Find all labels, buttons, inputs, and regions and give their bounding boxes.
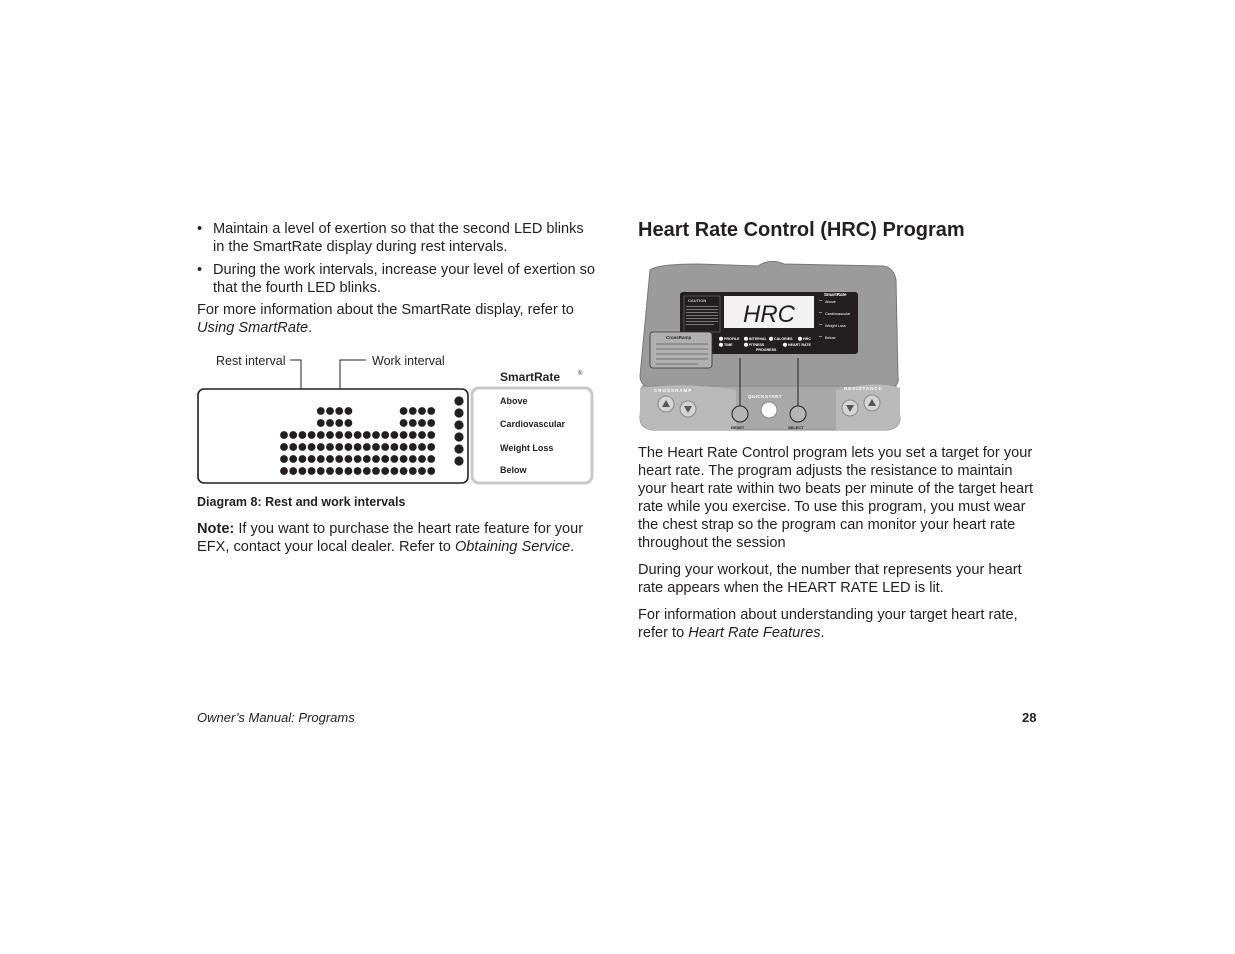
- led-dot: [381, 467, 389, 475]
- led-dot: [409, 443, 417, 451]
- zone-cardiovascular: Cardiovascular: [500, 419, 566, 429]
- quickstart-label: QUICKSTART: [748, 394, 783, 399]
- led-dot: [326, 467, 334, 475]
- section-heading: Heart Rate Control (HRC) Program: [638, 219, 965, 241]
- led-dot: [280, 455, 288, 463]
- zone-tick: [819, 324, 822, 325]
- led-dot: [289, 455, 297, 463]
- led-dot: [363, 455, 371, 463]
- smartrate-legend-box: [472, 388, 592, 483]
- program-label: HRC: [803, 337, 811, 341]
- console-zone-label: Below: [825, 336, 836, 340]
- led-dot: [317, 467, 325, 475]
- led-dot: [400, 467, 408, 475]
- led-dot: [372, 431, 380, 439]
- led-dot: [427, 467, 435, 475]
- led-dot: [381, 431, 389, 439]
- bullet-dot: •: [197, 262, 203, 278]
- rest-interval-label: Rest interval: [216, 354, 286, 368]
- zone-tick: [819, 336, 822, 337]
- crossramp-label: CROSSRAMP: [654, 388, 693, 393]
- led-dot: [335, 407, 343, 415]
- led-dot: [391, 443, 399, 451]
- led-dot: [299, 431, 307, 439]
- led-dot: [409, 407, 417, 415]
- led-dot: [345, 467, 353, 475]
- console-zone-label: Weight Loss: [825, 324, 846, 328]
- footer-title: Owner’s Manual: Programs: [197, 710, 355, 725]
- led-dot: [326, 455, 334, 463]
- program-indicator-led: [798, 337, 802, 341]
- note-suffix: .: [570, 539, 575, 555]
- led-dot: [418, 407, 426, 415]
- lcd-readout: HRC: [743, 301, 795, 328]
- console-illustration: [638, 258, 902, 438]
- program-label: PROGRESS: [756, 348, 777, 352]
- note-text: If you want to purchase the heart rate feature for your EFX, contact your local dealer. Refer to: [197, 521, 584, 555]
- led-dot: [418, 419, 426, 427]
- smartrate-led: [454, 432, 463, 441]
- led-dot: [400, 455, 408, 463]
- led-dot: [400, 443, 408, 451]
- led-dot: [363, 431, 371, 439]
- led-dot: [345, 443, 353, 451]
- led-dot: [289, 431, 297, 439]
- led-dot: [372, 443, 380, 451]
- led-dot: [308, 431, 316, 439]
- zone-above: Above: [500, 396, 528, 406]
- led-dot: [326, 407, 334, 415]
- bullet-text: During the work intervals, increase your level of exertion so that the fourth LED blinks.: [213, 262, 596, 296]
- program-label: CALORIES: [774, 337, 793, 341]
- led-dot: [289, 467, 297, 475]
- led-dot: [418, 467, 426, 475]
- bullet-text: Maintain a level of exertion so that the second LED blinks in the SmartRate display during rest intervals.: [213, 221, 584, 255]
- led-dot: [280, 467, 288, 475]
- led-dot: [400, 419, 408, 427]
- led-dot: [409, 455, 417, 463]
- led-dot: [326, 419, 334, 427]
- led-dot: [391, 467, 399, 475]
- led-dot: [280, 443, 288, 451]
- info-suffix: .: [820, 625, 825, 641]
- reset-label: RESET: [731, 425, 745, 430]
- console-zone-label: Above: [825, 300, 836, 304]
- led-dot: [427, 419, 435, 427]
- reset-button: [732, 406, 748, 422]
- led-dot: [418, 455, 426, 463]
- smartrate-title: SmartRate: [500, 370, 561, 384]
- crossramp-box-title: CrossRamp: [666, 335, 692, 340]
- led-dot: [335, 431, 343, 439]
- console-zone-label: Cardiovascular: [825, 312, 851, 316]
- led-dot: [308, 443, 316, 451]
- led-dot: [326, 431, 334, 439]
- zone-below: Below: [500, 465, 527, 475]
- led-dot: [317, 431, 325, 439]
- led-dot: [308, 455, 316, 463]
- select-button: [790, 406, 806, 422]
- diagram-caption: Diagram 8: Rest and work intervals: [197, 495, 406, 509]
- quickstart-button: [761, 402, 777, 418]
- more-info-reference: Using SmartRate: [197, 320, 309, 336]
- led-dot: [354, 455, 362, 463]
- led-dot: [372, 467, 380, 475]
- info-text: For information about understanding your target heart rate, refer to: [638, 607, 1018, 641]
- bullet-dot: •: [197, 221, 203, 237]
- program-label: TIME: [724, 343, 733, 347]
- rest-work-interval-diagram: [196, 350, 598, 490]
- led-dot: [280, 431, 288, 439]
- work-interval-label: Work interval: [372, 354, 445, 368]
- led-dot: [326, 443, 334, 451]
- zone-tick: [819, 312, 822, 313]
- led-dot: [354, 467, 362, 475]
- program-indicator-led: [719, 337, 723, 341]
- led-dot: [409, 419, 417, 427]
- led-dot: [409, 431, 417, 439]
- program-label: PROFILE: [724, 337, 740, 341]
- program-label: INTERVAL: [749, 337, 767, 341]
- led-dot: [391, 431, 399, 439]
- led-dot: [400, 407, 408, 415]
- led-dot: [335, 443, 343, 451]
- smartrate-led: [454, 396, 463, 405]
- led-dot: [427, 443, 435, 451]
- more-info-suffix: .: [308, 320, 313, 336]
- led-dot: [381, 443, 389, 451]
- led-dot: [289, 443, 297, 451]
- led-dot: [354, 443, 362, 451]
- zone-weight-loss: Weight Loss: [500, 443, 554, 453]
- smartrate-led: [454, 444, 463, 453]
- led-dot: [345, 419, 353, 427]
- led-dot: [354, 431, 362, 439]
- smartrate-led: [454, 420, 463, 429]
- zone-tick: [819, 300, 822, 301]
- caution-label: CAUTION: [688, 298, 707, 303]
- led-dot: [427, 431, 435, 439]
- program-indicator-led: [783, 343, 787, 347]
- led-dot: [345, 407, 353, 415]
- program-indicator-led: [719, 343, 723, 347]
- program-label: HEART RATE: [788, 343, 811, 347]
- select-label: SELECT: [788, 425, 804, 430]
- page-number: 28: [1022, 710, 1037, 725]
- led-dot: [418, 431, 426, 439]
- note-label: Note:: [197, 521, 235, 537]
- program-indicator-led: [744, 337, 748, 341]
- registered-mark: ®: [578, 371, 583, 377]
- led-dot: [427, 407, 435, 415]
- led-dot: [391, 455, 399, 463]
- led-dot: [317, 455, 325, 463]
- led-dot: [363, 467, 371, 475]
- led-dot: [299, 455, 307, 463]
- led-dot: [372, 455, 380, 463]
- led-dot: [335, 455, 343, 463]
- led-dot: [363, 443, 371, 451]
- led-dot: [317, 419, 325, 427]
- more-info-text: For more information about the SmartRate display, refer to: [197, 302, 574, 318]
- led-dot: [299, 467, 307, 475]
- resistance-label: RESISTANCE: [844, 386, 883, 391]
- led-dot: [345, 431, 353, 439]
- led-dot: [345, 455, 353, 463]
- led-dot: [317, 443, 325, 451]
- program-indicator-led: [769, 337, 773, 341]
- console-smartrate-title: SmartRate: [824, 292, 847, 297]
- note-reference: Obtaining Service: [454, 539, 571, 555]
- target-heart-rate-paragraph: [638, 606, 1040, 642]
- led-dot: [335, 467, 343, 475]
- smartrate-led: [454, 408, 463, 417]
- led-dot: [400, 431, 408, 439]
- led-dot: [308, 467, 316, 475]
- heart-rate-display-paragraph: During your workout, the number that represents your heart rate appears when the HEART RATE LED is lit.: [638, 562, 1022, 596]
- led-dot: [381, 455, 389, 463]
- hrc-description-paragraph: The Heart Rate Control program lets you set a target for your heart rate. The program adjusts the resistance to maintain your heart rate within two beats per minute of the target heart rate while you exercise. To use this program, you must wear the chest strap so the program can monitor your heart rate throughout the session: [638, 445, 1034, 551]
- led-dot: [418, 443, 426, 451]
- led-dot: [317, 407, 325, 415]
- smartrate-led: [454, 456, 463, 465]
- led-dot: [427, 455, 435, 463]
- led-dot: [335, 419, 343, 427]
- more-info-paragraph: [197, 301, 597, 337]
- program-indicator-led: [744, 343, 748, 347]
- program-label: FITNESS: [749, 343, 765, 347]
- led-dot: [409, 467, 417, 475]
- info-reference: Heart Rate Features: [688, 625, 821, 641]
- note-paragraph: [197, 520, 597, 556]
- led-dot: [299, 443, 307, 451]
